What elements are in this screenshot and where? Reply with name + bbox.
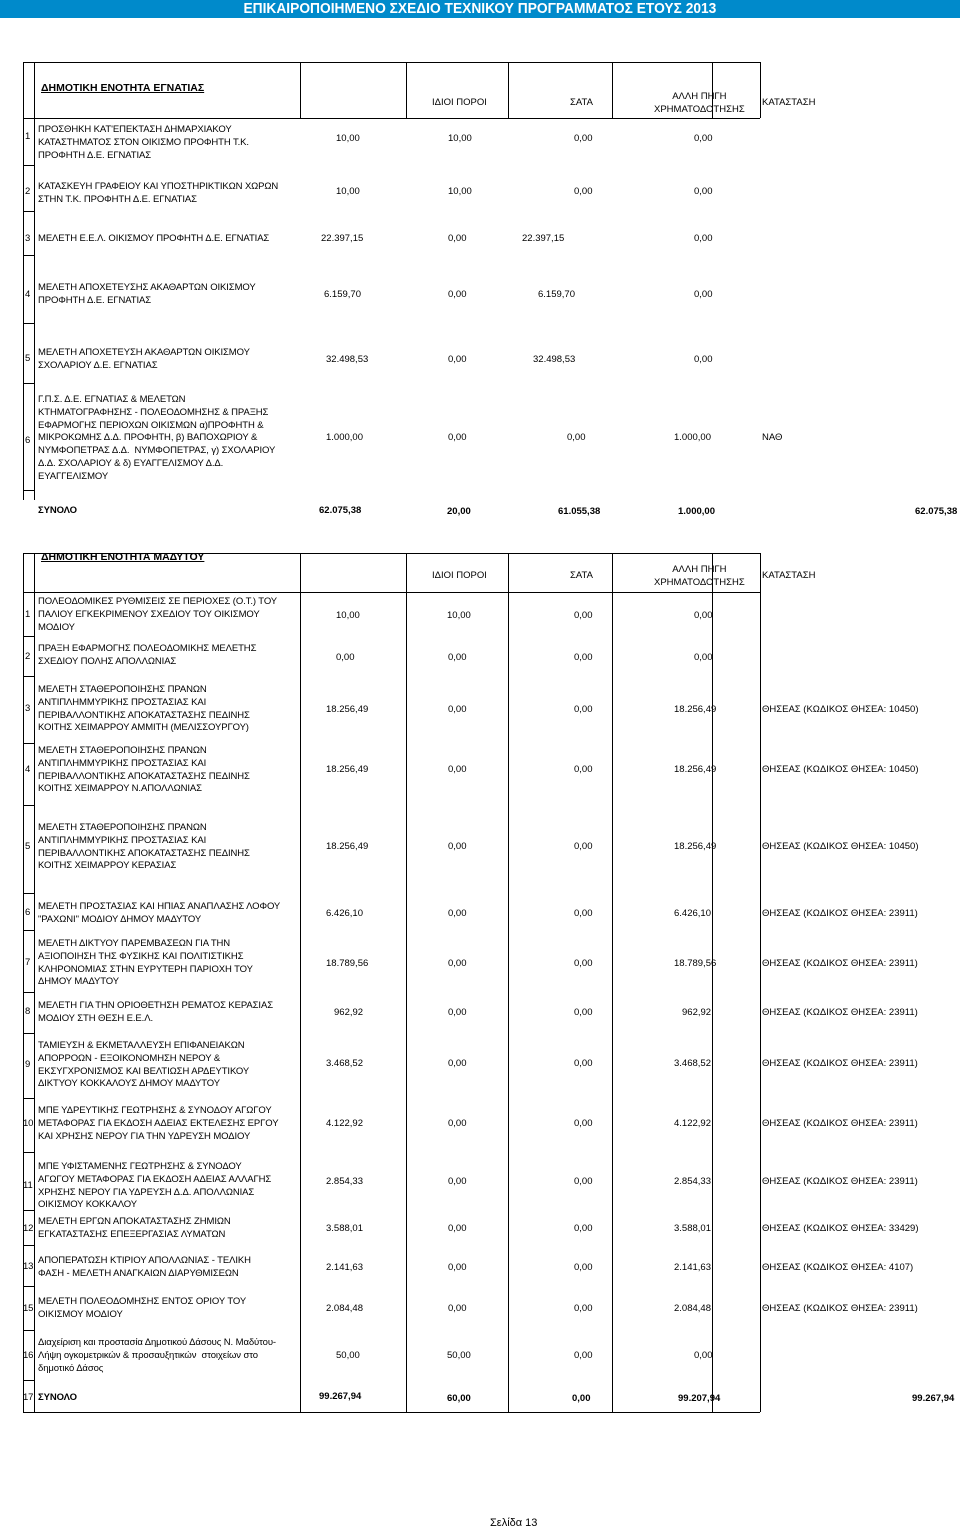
page-number: Σελίδα 13 <box>490 1517 538 1529</box>
row-number: 9 <box>25 1059 31 1070</box>
value-total: 18.256,49 <box>326 764 369 775</box>
value-own: 10,00 <box>447 610 471 621</box>
project-description: ΜΕΛΕΤΗ ΠΟΛΕΟΔΟΜΗΣΗΣ ΕΝΤΟΣ ΟΡΙΟΥ ΤΟΥ ΟΙΚΙΣΜΟΥ ΜΟΔΙΟΥ <box>38 1296 247 1320</box>
value-own: 0,00 <box>448 432 467 443</box>
value-own: 0,00 <box>448 1007 467 1018</box>
value-total: 6.159,70 <box>324 289 361 300</box>
page-title <box>0 0 960 18</box>
value-sata: 0,00 <box>574 704 593 715</box>
value-sata: 0,00 <box>574 1176 593 1187</box>
value-own: 0,00 <box>448 1303 467 1314</box>
value-other: 3.468,52 <box>674 1058 711 1069</box>
total-other: 1.000,00 <box>678 506 715 517</box>
value-other: 2.141,63 <box>674 1262 711 1273</box>
total-sata: 0,00 <box>572 1393 591 1404</box>
value-other: 0,00 <box>694 354 713 365</box>
project-description: ΜΠΕ ΥΔΡΕΥΤΙΚΗΣ ΓΕΩΤΡΗΣΗΣ & ΣΥΝΟΔΟΥ ΑΓΩΓΟΥ ΜΕΤΑΦΟΡΑΣ ΓΙΑ ΕΚΔΟΣΗ ΑΔΕΙΑΣ ΕΚΤΕΛΕΣΗΣ ΕΡΓΟΥ ΚΑΙ ΧΡΗΣΗΣ ΝΕΡΟΥ ΓΙΑ ΤΗΝ ΥΔΡΕΥΣΗ ΜΟΔΙΟΥ <box>38 1105 279 1142</box>
row-number: 11 <box>23 1180 33 1191</box>
value-sata: 22.397,15 <box>522 233 565 244</box>
project-description: Γ.Π.Σ. Δ.Ε. ΕΓΝΑΤΙΑΣ & ΜΕΛΕΤΩΝ ΚΤΗΜΑΤΟΓΡΑΦΗΣΗΣ - ΠΟΛΕΟΔΟΜΗΣΗΣ & ΠΡΑΞΗΣ ΕΦΑΡΜΟΓΗΣ ΠΕΡΙΟΧΩΝ ΟΙΚΙΣΜΩΝ α)ΠΡΟΦΗΤΗ & ΜΙΚΡΟΚΩΜΗΣ Δ.Δ. ΠΡΟΦΗΤΗ, β) ΒΑΠΟΧΩΡΙΟΥ & ΝΥΜΦΟΠΕΤΡΑΣ Δ.Δ. ΝΥΜΦΟΠΕΤΡΑΣ, γ) ΣΧΟΛΑΡΙΟΥ Δ.Δ. ΣΧΟΛΑΡΙΟΥ & δ) ΕΥΑΓΓΕΛΙΣΜΟΥ Δ.Δ. ΕΥΑΓΓΕΛΙΣΜΟΥ <box>38 394 276 482</box>
value-other: 6.426,10 <box>674 908 711 919</box>
value-sata: 0,00 <box>574 652 593 663</box>
value-other: 0,00 <box>694 186 713 197</box>
value-status: ΘΗΣΕΑΣ (ΚΩΔΙΚΟΣ ΘΗΣΕΑ: 10450) <box>762 764 919 775</box>
project-description: ΚΑΤΑΣΚΕΥΗ ΓΡΑΦΕΙΟΥ ΚΑΙ ΥΠΟΣΤΗΡΙΚΤΙΚΩΝ ΧΩΡΩΝ ΣΤΗΝ Τ.Κ. ΠΡΟΦΗΤΗ Δ.Ε. ΕΓΝΑΤΙΑΣ <box>38 181 279 205</box>
table-rule <box>23 323 35 324</box>
value-total: 10,00 <box>336 186 360 197</box>
table-rule <box>23 553 24 1412</box>
row-number: 10 <box>23 1118 34 1129</box>
value-own: 0,00 <box>448 289 467 300</box>
value-total: 2.141,63 <box>326 1262 363 1273</box>
table-rule <box>23 383 35 384</box>
row-number: 3 <box>25 233 31 244</box>
project-description: ΜΕΛΕΤΗ ΣΤΑΘΕΡΟΠΟΙΗΣΗΣ ΠΡΑΝΩΝ ΑΝΤΙΠΛΗΜΜΥΡΙΚΗΣ ΠΡΟΣΤΑΣΙΑΣ ΚΑΙ ΠΕΡΙΒΑΛΛΟΝΤΙΚΗΣ ΑΠΟΚΑΤΑΣΤΑΣΗΣ ΠΕΔΙΝΗΣ ΚΟΙΤΗΣ ΧΕΙΜΑΡΡΟΥ ΑΜΜΙΤΗ (ΜΕΛΙΣΣΟΥΡΓΟΥ) <box>38 684 250 734</box>
row-number: 3 <box>25 703 31 714</box>
table-rule <box>23 930 35 931</box>
project-description: ΜΕΛΕΤΗ ΠΡΟΣΤΑΣΙΑΣ ΚΑΙ ΗΠΙΑΣ ΑΝΑΠΛΑΣΗΣ ΛΟΦΟΥ "ΡΑΧΩΝΙ" ΜΟΔΙΟΥ ΔΗΜΟΥ ΜΑΔΥΤΟΥ <box>38 901 281 925</box>
value-total: 962,92 <box>334 1007 364 1018</box>
value-status: ΘΗΣΕΑΣ (ΚΩΔΙΚΟΣ ΘΗΣΕΑ: 4107) <box>762 1262 914 1273</box>
value-other: 0,00 <box>694 1350 713 1361</box>
value-status: ΘΗΣΕΑΣ (ΚΩΔΙΚΟΣ ΘΗΣΕΑ: 33429) <box>762 1223 919 1234</box>
value-total: 0,00 <box>336 652 355 663</box>
table-rule <box>760 62 761 118</box>
total-status: 62.075,38 <box>915 506 958 517</box>
value-own: 10,00 <box>448 186 472 197</box>
table-rule <box>23 1286 35 1287</box>
value-sata: 0,00 <box>574 1007 593 1018</box>
section-heading: ΔΗΜΟΤΙΚΗ ΕΝΟΤΗΤΑ ΜΑΔΥΤΟΥ <box>41 551 205 563</box>
value-own: 0,00 <box>448 1262 467 1273</box>
table-rule <box>23 592 35 593</box>
value-total: 4.122,92 <box>326 1118 363 1129</box>
table-rule <box>23 255 35 256</box>
table-rule <box>508 62 509 118</box>
value-other: 18.789,56 <box>674 958 717 969</box>
table-rule <box>23 118 760 119</box>
value-other: 0,00 <box>694 133 713 144</box>
value-own: 0,00 <box>448 704 467 715</box>
col-header-status: ΚΑΤΑΣΤΑΣΗ <box>762 570 816 581</box>
value-own: 0,00 <box>448 1058 467 1069</box>
table-rule <box>23 676 35 677</box>
value-total: 18.256,49 <box>326 841 369 852</box>
value-total: 3.468,52 <box>326 1058 363 1069</box>
col-header-other: ΑΛΛΗ ΠΗΓΗ ΧΡΗΜΑΤΟΔΟΤΗΣΗΣ <box>654 564 745 588</box>
value-status: ΘΗΣΕΑΣ (ΚΩΔΙΚΟΣ ΘΗΣΕΑ: 23911) <box>762 1007 918 1018</box>
total-own: 20,00 <box>447 506 471 517</box>
table-rule <box>23 805 35 806</box>
value-sata: 32.498,53 <box>533 354 576 365</box>
table-rule <box>23 1098 35 1099</box>
table-rule <box>23 1330 35 1331</box>
row-number: 6 <box>25 907 31 918</box>
total-value: 99.267,94 <box>319 1391 362 1402</box>
row-number: 2 <box>25 651 31 662</box>
value-own: 0,00 <box>448 958 467 969</box>
value-status: ΘΗΣΕΑΣ (ΚΩΔΙΚΟΣ ΘΗΣΕΑ: 23911) <box>762 1058 918 1069</box>
table-rule <box>712 553 713 1412</box>
value-status: ΘΗΣΕΑΣ (ΚΩΔΙΚΟΣ ΘΗΣΕΑ: 23911) <box>762 1176 918 1187</box>
value-own: 0,00 <box>448 908 467 919</box>
table-rule <box>23 165 35 166</box>
value-other: 1.000,00 <box>674 432 711 443</box>
table-rule <box>300 62 301 118</box>
value-sata: 0,00 <box>574 186 593 197</box>
value-sata: 0,00 <box>574 133 593 144</box>
table-rule <box>508 553 509 1412</box>
table-rule <box>23 1210 35 1211</box>
value-other: 0,00 <box>694 652 713 663</box>
value-other: 0,00 <box>694 233 713 244</box>
table-rule <box>23 1152 35 1153</box>
col-header-own: ΙΔΙΟΙ ΠΟΡΟΙ <box>432 570 487 581</box>
table-rule <box>23 62 24 500</box>
table-rule <box>34 553 35 1412</box>
value-sata: 0,00 <box>574 764 593 775</box>
value-other: 3.588,01 <box>674 1223 711 1234</box>
value-sata: 0,00 <box>574 958 593 969</box>
value-sata: 0,00 <box>574 908 593 919</box>
value-other: 0,00 <box>694 610 713 621</box>
project-description: ΜΕΛΕΤΗ ΣΤΑΘΕΡΟΠΟΙΗΣΗΣ ΠΡΑΝΩΝ ΑΝΤΙΠΛΗΜΜΥΡΙΚΗΣ ΠΡΟΣΤΑΣΙΑΣ ΚΑΙ ΠΕΡΙΒΑΛΛΟΝΤΙΚΗΣ ΑΠΟΚΑΤΑΣΤΑΣΗΣ ΠΕΔΙΝΗΣ ΚΟΙΤΗΣ ΧΕΙΜΑΡΡΟΥ ΚΕΡΑΣΙΑΣ <box>38 822 250 872</box>
table-rule <box>612 553 613 1412</box>
row-number: 16 <box>23 1350 34 1361</box>
value-own: 0,00 <box>448 1223 467 1234</box>
value-own: 0,00 <box>448 764 467 775</box>
value-other: 0,00 <box>694 289 713 300</box>
table-rule <box>300 553 301 1412</box>
col-header-sata: ΣΑΤΑ <box>570 97 593 108</box>
project-description: ΜΕΛΕΤΗ ΓΙΑ ΤΗΝ ΟΡΙΟΘΕΤΗΣΗ ΡΕΜΑΤΟΣ ΚΕΡΑΣΙΑΣ ΜΟΔΙΟΥ ΣΤΗ ΘΕΣΗ Ε.Ε.Λ. <box>38 1000 273 1024</box>
table-rule <box>23 1412 760 1413</box>
value-total: 18.789,56 <box>326 958 369 969</box>
section-heading: ΔΗΜΟΤΙΚΗ ΕΝΟΤΗΤΑ ΕΓΝΑΤΙΑΣ <box>41 82 205 94</box>
value-total: 22.397,15 <box>321 233 364 244</box>
value-sata: 0,00 <box>574 1350 593 1361</box>
value-own: 0,00 <box>448 354 467 365</box>
total-status: 99.267,94 <box>912 1393 955 1404</box>
table-rule <box>23 592 760 593</box>
value-own: 0,00 <box>448 652 467 663</box>
project-description: ΜΕΛΕΤΗ Ε.Ε.Λ. ΟΙΚΙΣΜΟΥ ΠΡΟΦΗΤΗ Δ.Ε. ΕΓΝΑΤΙΑΣ <box>38 233 270 244</box>
row-number: 12 <box>23 1223 34 1234</box>
table-rule <box>406 62 407 118</box>
value-total: 18.256,49 <box>326 704 369 715</box>
value-total: 10,00 <box>336 610 360 621</box>
table-rule <box>23 743 35 744</box>
value-own: 0,00 <box>448 233 467 244</box>
value-sata: 0,00 <box>574 1262 593 1273</box>
value-total: 10,00 <box>336 133 360 144</box>
value-status: ΘΗΣΕΑΣ (ΚΩΔΙΚΟΣ ΘΗΣΕΑ: 23911) <box>762 958 918 969</box>
project-description: ΜΠΕ ΥΦΙΣΤΑΜΕΝΗΣ ΓΕΩΤΡΗΣΗΣ & ΣΥΝΟΔΟΥ ΑΓΩΓΟΥ ΜΕΤΑΦΟΡΑΣ ΓΙΑ ΕΚΔΟΣΗ ΑΔΕΙΑΣ ΑΛΛΑΓΗΣ ΧΡΗΣΗΣ ΝΕΡΟΥ ΓΙΑ ΥΔΡΕΥΣΗ Δ.Δ. ΑΠΟΛΛΩΝΙΑΣ ΟΙΚΙΣΜΟΥ ΚΟΚΚΑΛΟΥ <box>38 1161 272 1211</box>
total-own: 60,00 <box>447 1393 471 1404</box>
table-rule <box>34 62 35 500</box>
value-total: 6.426,10 <box>326 908 363 919</box>
project-description: Διαχείριση και προστασία Δημοτικού Δάσους Ν. Μαδύτου- Λήψη ογκομετρικών & προσαυξητικών στοιχείων στο δημοτικό Δάσος <box>38 1337 276 1374</box>
row-number: 1 <box>25 609 31 620</box>
value-other: 2.084,48 <box>674 1303 711 1314</box>
value-sata: 0,00 <box>574 610 593 621</box>
row-number: 15 <box>23 1303 34 1314</box>
col-header-status: ΚΑΤΑΣΤΑΣΗ <box>762 97 816 108</box>
project-description: ΜΕΛΕΤΗ ΣΤΑΘΕΡΟΠΟΙΗΣΗΣ ΠΡΑΝΩΝ ΑΝΤΙΠΛΗΜΜΥΡΙΚΗΣ ΠΡΟΣΤΑΣΙΑΣ ΚΑΙ ΠΕΡΙΒΑΛΛΟΝΤΙΚΗΣ ΑΠΟΚΑΤΑΣΤΑΣΗΣ ΠΕΔΙΝΗΣ ΚΟΙΤΗΣ ΧΕΙΜΑΡΡΟΥ Ν.ΑΠΟΛΛΩΝΙΑΣ <box>38 745 250 795</box>
value-other: 4.122,92 <box>674 1118 711 1129</box>
value-other: 18.256,49 <box>674 764 717 775</box>
value-status: ΘΗΣΕΑΣ (ΚΩΔΙΚΟΣ ΘΗΣΕΑ: 10450) <box>762 704 919 715</box>
row-number: 2 <box>25 186 31 197</box>
table-rule <box>23 636 35 637</box>
row-number: 5 <box>25 353 31 364</box>
value-other: 962,92 <box>682 1007 712 1018</box>
project-description: ΜΕΛΕΤΗ ΔΙΚΤΥΟΥ ΠΑΡΕΜΒΑΣΕΩΝ ΓΙΑ ΤΗΝ ΑΞΙΟΠΟΙΗΣΗ ΤΗΣ ΦΥΣΙΚΗΣ ΚΑΙ ΠΟΛΙΤΙΣΤΙΚΗΣ ΚΛΗΡΟΝΟΜΙΑΣ ΣΤΗΝ ΕΥΡΥΤΕΡΗ ΠΑΡΙΟΧΗ ΤΟΥ ΔΗΜΟΥ ΜΑΔΥΤΟΥ <box>38 938 253 988</box>
total-value: 62.075,38 <box>319 505 362 516</box>
value-own: 50,00 <box>447 1350 471 1361</box>
value-sata: 0,00 <box>574 1058 593 1069</box>
project-description: ΠΡΟΣΘΗΚΗ ΚΑΤ'ΕΠΕΚΤΑΣΗ ΔΗΜΑΡΧΙΑΚΟΥ ΚΑΤΑΣΤΗΜΑΤΟΣ ΣΤΟΝ ΟΙΚΙΣΜΟ ΠΡΟΦΗΤΗ Τ.Κ. ΠΡΟΦΗΤΗ Δ.Ε. ΕΓΝΑΤΙΑΣ <box>38 124 249 161</box>
table-rule <box>23 1033 35 1034</box>
table-rule <box>23 211 35 212</box>
value-sata: 0,00 <box>567 432 586 443</box>
row-number: 4 <box>25 289 31 300</box>
row-number: 1 <box>25 131 31 142</box>
project-description: ΑΠΟΠΕΡΑΤΩΣΗ ΚΤΙΡΙΟΥ ΑΠΟΛΛΩΝΙΑΣ - ΤΕΛΙΚΗ ΦΑΣΗ - ΜΕΛΕΤΗ ΑΝΑΓΚΑΙΩΝ ΔΙΑΡΥΘΜΙΣΕΩΝ <box>38 1255 251 1279</box>
row-number: 8 <box>25 1006 31 1017</box>
value-total: 32.498,53 <box>326 354 369 365</box>
value-status: ΘΗΣΕΑΣ (ΚΩΔΙΚΟΣ ΘΗΣΕΑ: 23911) <box>762 1303 918 1314</box>
value-sata: 0,00 <box>574 1118 593 1129</box>
project-description: ΤΑΜΙΕΥΣΗ & ΕΚΜΕΤΑΛΛΕΥΣΗ ΕΠΙΦΑΝΕΙΑΚΩΝ ΑΠΟΡΡΟΩΝ - ΕΞΟΙΚΟΝΟΜΗΣΗ ΝΕΡΟΥ & ΕΚΣΥΓΧΡΟΝΙΣΜΟΣ ΚΑΙ ΒΕΛΤΙΩΣΗ ΑΡΔΕΥΤΙΚΟΥ ΔΙΚΤΥΟΥ ΚΟΚΚΑΛΟΥΣ ΔΗΜΟΥ ΜΑΔΥΤΟΥ <box>38 1040 250 1090</box>
value-other: 18.256,49 <box>674 841 717 852</box>
table-rule <box>23 490 35 491</box>
total-other: 99.207,94 <box>678 1393 721 1404</box>
project-description: ΜΕΛΕΤΗ ΕΡΓΩΝ ΑΠΟΚΑΤΑΣΤΑΣΗΣ ΖΗΜΙΩΝ ΕΓΚΑΤΑΣΤΑΣΗΣ ΕΠΕΞΕΡΓΑΣΙΑΣ ΛΥΜΑΤΩΝ <box>38 1216 231 1240</box>
value-total: 2.084,48 <box>326 1303 363 1314</box>
project-description: ΠΡΑΞΗ ΕΦΑΡΜΟΓΗΣ ΠΟΛΕΟΔΟΜΙΚΗΣ ΜΕΛΕΤΗΣ ΣΧΕΔΙΟΥ ΠΟΛΗΣ ΑΠΟΛΛΩΝΙΑΣ <box>38 643 257 667</box>
row-number: 7 <box>25 957 31 968</box>
col-header-sata: ΣΑΤΑ <box>570 570 593 581</box>
table-rule <box>612 62 613 118</box>
project-description: ΜΕΛΕΤΗ ΑΠΟΧΕΤΕΥΣΗΣ ΑΚΑΘΑΡΤΩΝ ΟΙΚΙΣΜΟΥ ΠΡΟΦΗΤΗ Δ.Ε. ΕΓΝΑΤΙΑΣ <box>38 282 256 306</box>
table-rule <box>23 1380 35 1381</box>
value-status: ΘΗΣΕΑΣ (ΚΩΔΙΚΟΣ ΘΗΣΕΑ: 23911) <box>762 908 918 919</box>
value-status: ΝΑΘ <box>762 432 783 443</box>
value-total: 3.588,01 <box>326 1223 363 1234</box>
page-title-text: ΕΠΙΚΑΙΡΟΠΟΙΗΜΕΝΟ ΣΧΕΔΙΟ ΤΕΧΝΙΚΟΥ ΠΡΟΓΡΑΜΜΑΤΟΣ ΕΤΟΥΣ 2013 <box>243 1 717 17</box>
value-status: ΘΗΣΕΑΣ (ΚΩΔΙΚΟΣ ΘΗΣΕΑ: 23911) <box>762 1118 918 1129</box>
total-sata: 61.055,38 <box>558 506 601 517</box>
value-sata: 0,00 <box>574 1303 593 1314</box>
value-sata: 0,00 <box>574 1223 593 1234</box>
col-header-other: ΑΛΛΗ ΠΗΓΗ ΧΡΗΜΑΤΟΔΟΤΗΣΗΣ <box>654 91 745 115</box>
table-rule <box>23 1245 35 1246</box>
col-header-own: ΙΔΙΟΙ ΠΟΡΟΙ <box>432 97 487 108</box>
project-description: ΜΕΛΕΤΗ ΑΠΟΧΕΤΕΥΣΗ ΑΚΑΘΑΡΤΩΝ ΟΙΚΙΣΜΟΥ ΣΧΟΛΑΡΙΟΥ Δ.Ε. ΕΓΝΑΤΙΑΣ <box>38 347 250 371</box>
total-row-number: 17 <box>23 1392 34 1403</box>
row-number: 5 <box>25 841 31 852</box>
value-own: 0,00 <box>448 841 467 852</box>
table-rule <box>406 553 407 1412</box>
table-rule <box>23 893 35 894</box>
value-total: 1.000,00 <box>326 432 363 443</box>
row-number: 13 <box>23 1261 34 1272</box>
project-description: ΠΟΛΕΟΔΟΜΙΚΕΣ ΡΥΘΜΙΣΕΙΣ ΣΕ ΠΕΡΙΟΧΕΣ (Ο.Τ.) ΤΟΥ ΠΑΛΙΟΥ ΕΓΚΕΚΡΙΜΕΝΟΥ ΣΧΕΔΙΟΥ ΤΟΥ ΟΙΚΙΣΜΟΥ ΜΟΔΙΟΥ <box>38 596 278 633</box>
row-number: 6 <box>25 435 31 446</box>
total-label: ΣΥΝΟΛΟ <box>38 505 77 516</box>
table-rule <box>23 62 760 63</box>
row-number: 4 <box>25 764 31 775</box>
value-sata: 0,00 <box>574 841 593 852</box>
table-rule <box>760 553 761 1412</box>
value-status: ΘΗΣΕΑΣ (ΚΩΔΙΚΟΣ ΘΗΣΕΑ: 10450) <box>762 841 919 852</box>
value-own: 0,00 <box>448 1176 467 1187</box>
value-own: 0,00 <box>448 1118 467 1129</box>
value-total: 2.854,33 <box>326 1176 363 1187</box>
value-own: 10,00 <box>448 133 472 144</box>
value-total: 50,00 <box>336 1350 360 1361</box>
table-rule <box>23 992 35 993</box>
value-other: 18.256,49 <box>674 704 717 715</box>
value-other: 2.854,33 <box>674 1176 711 1187</box>
value-sata: 6.159,70 <box>538 289 575 300</box>
total-label: ΣΥΝΟΛΟ <box>38 1392 77 1403</box>
